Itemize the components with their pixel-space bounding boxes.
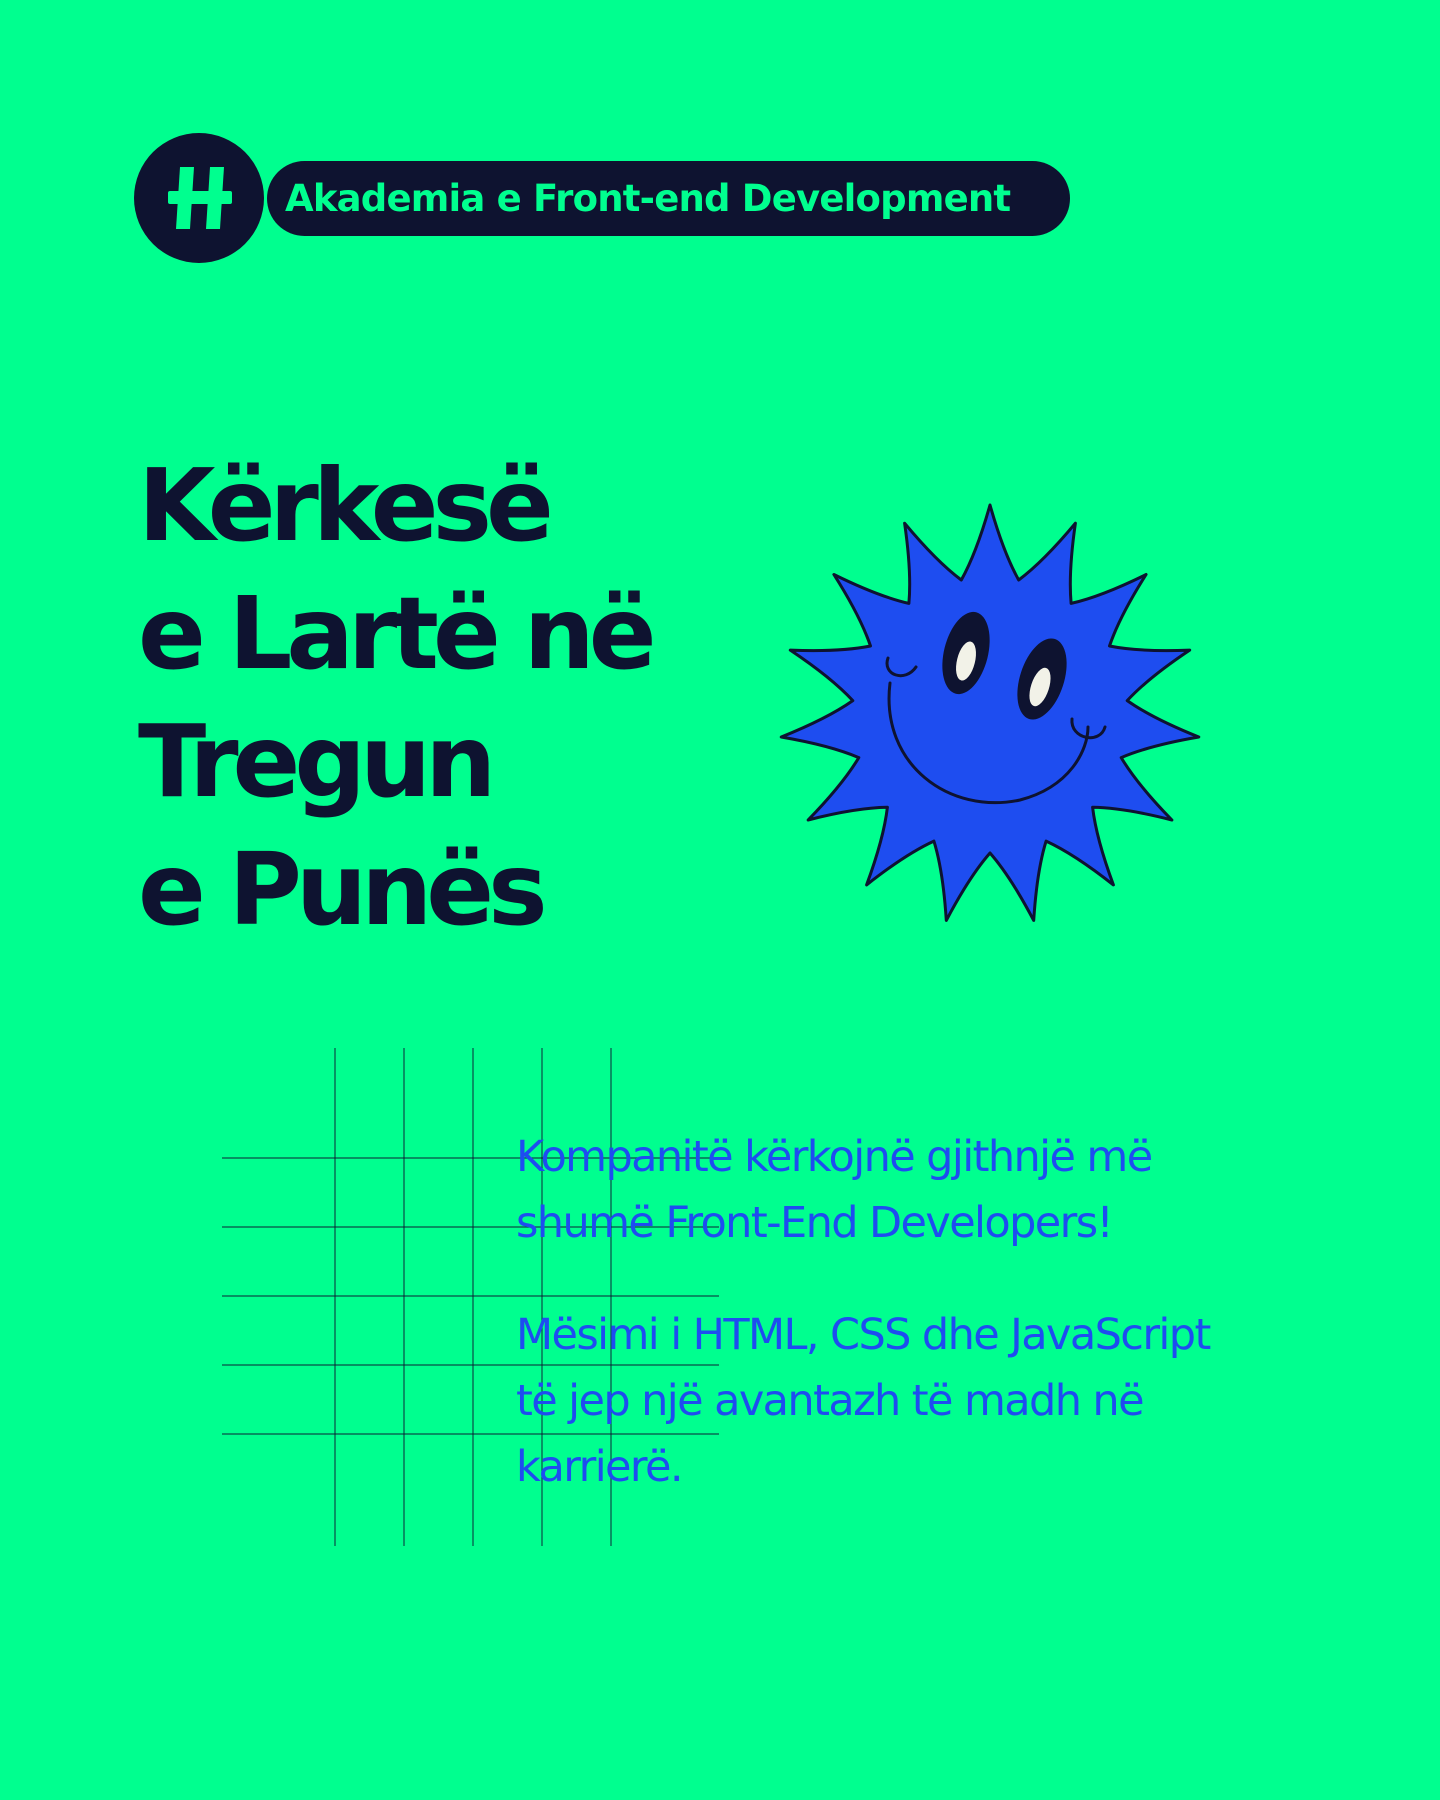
paragraph-line: Kompanitë kërkojnë gjithnjë më xyxy=(516,1132,1152,1182)
paragraph-1 xyxy=(516,1124,1396,1256)
brand-pill xyxy=(267,161,1070,236)
paragraph-line: të jep një avantazh të madh në xyxy=(516,1376,1143,1426)
smiling-sun-icon xyxy=(770,495,1210,935)
headline-line: Tregun xyxy=(138,703,491,820)
paragraph-line: shumë Front-End Developers! xyxy=(516,1198,1113,1248)
headline-line: e Punës xyxy=(138,831,542,948)
h-monogram-icon xyxy=(134,133,264,263)
headline-line: e Lartë në xyxy=(138,575,651,692)
paragraph-line: Mësimi i HTML, CSS dhe JavaScript xyxy=(516,1310,1210,1360)
body-text xyxy=(516,1124,1396,1500)
brand-title: Akademia e Front-end Development xyxy=(285,177,1011,220)
headline-line: Kërkesë xyxy=(138,447,548,564)
paragraph-2 xyxy=(516,1302,1396,1500)
headline xyxy=(138,442,651,954)
paragraph-line: karrierë. xyxy=(516,1442,682,1492)
